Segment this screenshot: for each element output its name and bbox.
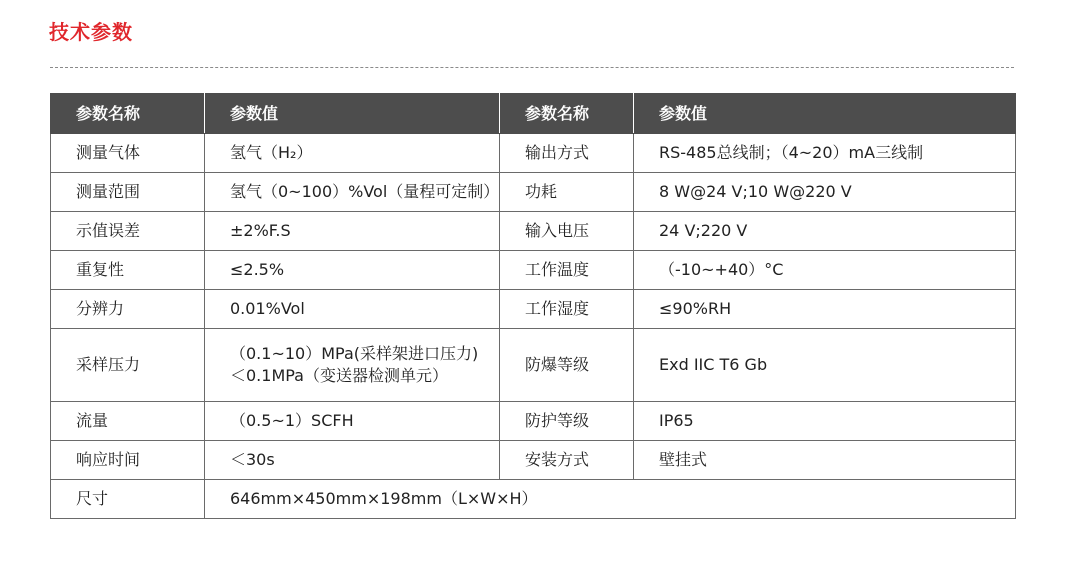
header-param-name: 参数名称: [51, 94, 205, 134]
table-row: [51, 290, 1016, 329]
table-row: [51, 441, 1016, 480]
param-value-line: ＜0.1MPa（变送器检测单元）: [230, 366, 448, 385]
param-value: 24 V;220 V: [634, 212, 1016, 251]
dashed-divider: [50, 67, 1014, 68]
table-header-row: [51, 94, 1016, 134]
param-name: 响应时间: [51, 441, 205, 480]
param-name: 流量: [51, 402, 205, 441]
param-name: 测量气体: [51, 134, 205, 173]
param-value: [205, 329, 500, 402]
header-param-name: 参数名称: [500, 94, 634, 134]
param-name: 安装方式: [500, 441, 634, 480]
param-value: ≤2.5%: [205, 251, 500, 290]
table-row: [51, 251, 1016, 290]
param-name: 输入电压: [500, 212, 634, 251]
param-value-line: （0.1~10）MPa(采样架进口压力): [230, 344, 479, 363]
param-name: 测量范围: [51, 173, 205, 212]
param-value: 氢气（0~100）%Vol（量程可定制）: [205, 173, 500, 212]
param-value: （0.5~1）SCFH: [205, 402, 500, 441]
param-name: 防爆等级: [500, 329, 634, 402]
param-value: 8 W@24 V;10 W@220 V: [634, 173, 1016, 212]
param-name: 工作湿度: [500, 290, 634, 329]
table-row: [51, 402, 1016, 441]
table-row: [51, 212, 1016, 251]
param-name: 输出方式: [500, 134, 634, 173]
param-name: 防护等级: [500, 402, 634, 441]
param-value: IP65: [634, 402, 1016, 441]
param-value: （-10~+40）°C: [634, 251, 1016, 290]
section-title: 技术参数: [49, 20, 133, 44]
param-name: 重复性: [51, 251, 205, 290]
table-row: [51, 329, 1016, 402]
param-name: 工作温度: [500, 251, 634, 290]
param-name: 尺寸: [51, 480, 205, 519]
param-name: 示值误差: [51, 212, 205, 251]
param-value: 646mm×450mm×198mm（L×W×H）: [205, 480, 1016, 519]
param-value: Exd IIC T6 Gb: [634, 329, 1016, 402]
param-value: ≤90%RH: [634, 290, 1016, 329]
table-row: [51, 134, 1016, 173]
param-value: 0.01%Vol: [205, 290, 500, 329]
table-row: [51, 173, 1016, 212]
table-row: [51, 480, 1016, 519]
param-value: 氢气（H₂）: [205, 134, 500, 173]
param-value: ＜30s: [205, 441, 500, 480]
param-name: 功耗: [500, 173, 634, 212]
header-param-value: 参数值: [205, 94, 500, 134]
param-name: 分辨力: [51, 290, 205, 329]
param-value: RS-485总线制；（4~20）mA三线制: [634, 134, 1016, 173]
param-value: ±2%F.S: [205, 212, 500, 251]
param-value: 壁挂式: [634, 441, 1016, 480]
specs-table: [50, 93, 1016, 519]
param-name: 采样压力: [51, 329, 205, 402]
header-param-value: 参数值: [634, 94, 1016, 134]
